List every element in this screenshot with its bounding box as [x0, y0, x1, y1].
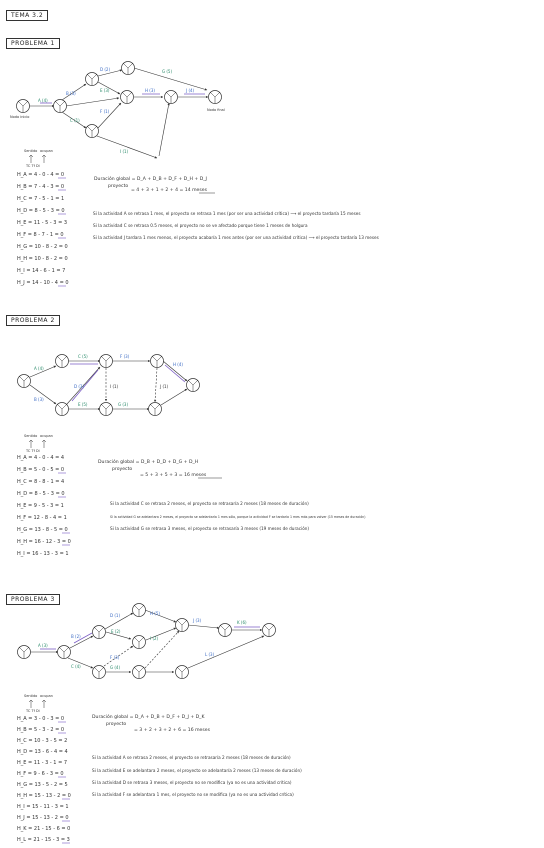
network-node	[100, 403, 113, 416]
activity-label: H (3)	[145, 88, 155, 93]
bullet-item: Si la actividad F se adelantara 1 mes, el proyecto no se modifica (ya no es una actividad crítica)	[92, 792, 294, 797]
network-node	[18, 375, 31, 388]
network-node	[58, 646, 71, 659]
activity-label: A (4)	[34, 366, 44, 371]
bullet-item: Si la actividad G se retrasa 3 meses, el proyecto se retrasaría 3 meses (19 meses de duración)	[110, 526, 310, 531]
holgura-row: H_C = 7 - 5 - 1 = 1	[17, 196, 65, 202]
activity-label: J (3)	[193, 618, 202, 623]
page-title: TEMA 3.2	[6, 10, 48, 21]
network-node	[133, 666, 146, 679]
network-node	[151, 355, 164, 368]
project-1-label: PROBLEMA 1	[6, 38, 60, 49]
activity-label: E (5)	[78, 402, 88, 407]
network-node	[54, 100, 67, 113]
activity-label: D (1)	[110, 613, 121, 618]
activity-label: G (5)	[162, 69, 173, 74]
svg-text:Duración global = D_B + D_D +: Duración global = D_B + D_D + D_G + D_H	[98, 460, 199, 465]
network-diagram-3	[18, 604, 276, 679]
holgura-row: H_H = 10 - 8 - 2 = 0	[17, 256, 68, 262]
activity-label: I (1)	[110, 384, 119, 389]
end-node-label: Nodo final	[207, 108, 225, 112]
network-diagram-1	[10, 62, 225, 159]
holgura-row: H_B = 5 - 3 - 2 = 0	[17, 727, 65, 733]
network-node	[187, 379, 200, 392]
holgura-header-2	[24, 434, 53, 453]
holgura-row: H_I = 14 - 6 - 1 = 7	[17, 268, 66, 274]
holgura-row: H_G = 13 - 5 - 2 = 5	[17, 782, 68, 788]
activity-label: F (3)	[120, 354, 130, 359]
holgura-row: H_A = 3 - 0 - 3 = 0	[17, 716, 65, 722]
network-1-edges	[29, 68, 208, 158]
holgura-row: H_K = 21 - 15 - 6 = 0	[17, 826, 71, 832]
activity-label: E (3)	[100, 88, 110, 93]
network-node	[121, 91, 134, 104]
holgura-row: H_E = 9 - 5 - 3 = 1	[17, 503, 64, 509]
svg-text:ocupan: ocupan	[40, 434, 53, 438]
network-node	[263, 624, 276, 637]
network-node	[93, 666, 106, 679]
activity-label: J (4)	[186, 88, 195, 93]
holgura-row: H_H = 15 - 13 - 2 = 0	[17, 793, 71, 799]
activity-label: E (2)	[111, 629, 121, 634]
holgura-row: H_H = 16 - 12 - 3 = 0	[17, 539, 71, 545]
network-diagram-2	[18, 354, 200, 416]
holgura-header-3	[24, 694, 53, 713]
bullet-item: Si la actividad A se retrasa 2 meses, el proyecto se retrasaría 2 meses (18 meses de duración)	[92, 755, 291, 760]
holgura-row: H_J = 15 - 13 - 2 = 0	[17, 815, 69, 821]
svg-text:TC Tf Di: TC Tf Di	[26, 709, 40, 713]
bullets-1	[93, 211, 379, 240]
svg-text:= 3 + 2 + 3 + 2 + 6 = 16 meses: = 3 + 2 + 3 + 2 + 6 = 16 meses	[134, 728, 210, 733]
activity-label: C (4)	[71, 664, 81, 669]
bullet-item: Si la actividad C se retrasa 2 meses, el proyecto se retrasaría 2 meses (18 meses de duración)	[110, 501, 309, 506]
bullets-3	[92, 755, 302, 797]
activity-label: C (1)	[70, 118, 80, 123]
holgura-row: H_G = 10 - 8 - 2 = 0	[17, 244, 68, 250]
network-node	[56, 403, 69, 416]
svg-text:proyecto: proyecto	[108, 184, 129, 189]
holgura-row: H_L = 21 - 15 - 3 = 3	[17, 837, 70, 843]
holgura-row: H_D = 13 - 6 - 4 = 4	[17, 749, 68, 755]
network-node	[219, 624, 232, 637]
network-node	[86, 73, 99, 86]
holgura-row: H_F = 8 - 7 - 1 = 0	[17, 232, 64, 238]
network-node	[165, 91, 178, 104]
activity-label: B (3)	[66, 91, 76, 96]
holgura-row: H_I = 15 - 11 - 3 = 1	[17, 804, 69, 810]
svg-text:Duración global = D_A + D_B +: Duración global = D_A + D_B + D_F + D_H + D_J	[94, 177, 207, 182]
activity-label: G (4)	[110, 665, 121, 670]
holgura-row: H_D = 8 - 5 - 3 = 0	[17, 491, 65, 497]
holgura-row: H_C = 10 - 3 - 5 = 2	[17, 738, 68, 744]
activity-label: A (3)	[38, 643, 48, 648]
svg-text:ocupan: ocupan	[40, 694, 53, 698]
network-node	[176, 666, 189, 679]
network-node	[86, 125, 99, 138]
network-node	[17, 100, 30, 113]
svg-text:= 5 + 3 + 5 + 3 = 16 meses: = 5 + 3 + 5 + 3 = 16 meses	[140, 473, 207, 478]
holguras-list-1	[17, 172, 69, 286]
svg-text:proyecto: proyecto	[112, 467, 133, 472]
activity-label: I (2)	[150, 636, 159, 641]
svg-text:Sentido: Sentido	[24, 694, 38, 698]
holgura-row: H_A = 4 - 0 - 4 = 4	[17, 455, 65, 461]
project-2-label: PROBLEMA 2	[6, 315, 60, 326]
holgura-row: H_F = 12 - 8 - 4 = 1	[17, 515, 67, 521]
network-3-nodes	[18, 604, 276, 679]
network-3-edges	[30, 610, 264, 672]
network-node	[176, 619, 189, 632]
network-node	[56, 355, 69, 368]
holgura-row: H_B = 7 - 4 - 3 = 0	[17, 184, 65, 190]
bullet-item: Si la actividad C se retrasa 0.5 meses, el proyecto no se ve afectado porque tiene 1 meses de holgura	[93, 223, 308, 228]
bullets-2	[110, 501, 365, 531]
activity-label: G (3)	[118, 402, 129, 407]
duration-block-2	[98, 458, 222, 478]
holgura-row: H_G = 13 - 8 - 5 = 0	[17, 527, 68, 533]
holgura-row: H_F = 9 - 6 - 3 = 0	[17, 771, 64, 777]
activity-label: B (3)	[34, 397, 44, 402]
network-node	[149, 403, 162, 416]
svg-text:ocupan: ocupan	[40, 149, 53, 153]
duration-block-1	[94, 175, 215, 193]
activity-label: A (4)	[38, 98, 48, 103]
activity-label: F (1)	[100, 109, 110, 114]
activity-label: C (5)	[78, 354, 88, 359]
svg-text:= 4 + 3 + 1 + 2 + 4 = 14 meses: = 4 + 3 + 1 + 2 + 4 = 14 meses	[131, 188, 207, 193]
bullet-item: Si la actividad G se adelantara 2 meses, el proyecto se adelantaría 1 mes sólo, porque la actividad F se tardaría 1 mes más para volver (15 meses de duración)	[110, 515, 366, 519]
activity-label: D (2)	[100, 67, 111, 72]
holgura-row: H_B = 5 - 0 - 5 = 0	[17, 467, 65, 473]
holgura-row: H_C = 8 - 8 - 1 = 4	[17, 479, 65, 485]
project-3-label: PROBLEMA 3	[6, 594, 60, 605]
svg-text:proyecto: proyecto	[106, 722, 127, 727]
activity-label: J (1)	[160, 384, 169, 389]
holguras-list-2	[17, 455, 71, 557]
bullet-item: Si la actividad A se retrasa 1 mes, el proyecto se retrasa 1 mes (por ser una actividad crítica) ⟶ el proyecto tardaría 15 meses	[93, 211, 361, 216]
activity-label: I (1)	[120, 149, 129, 154]
svg-text:TC Tf Di: TC Tf Di	[26, 164, 40, 168]
holgura-row: H_J = 14 - 10 - 4 = 0	[17, 280, 69, 286]
network-node	[133, 604, 146, 617]
holgura-row: H_D = 8 - 5 - 3 = 0	[17, 208, 65, 214]
network-node	[133, 636, 146, 649]
activity-label: H (5)	[150, 611, 160, 616]
network-node	[209, 91, 222, 104]
duration-block-3	[92, 713, 211, 733]
activity-label: H (4)	[173, 362, 183, 367]
network-node	[122, 62, 135, 75]
network-node	[18, 646, 31, 659]
holgura-row: H_A = 4 - 0 - 4 = 0	[17, 172, 65, 178]
svg-text:Sentido: Sentido	[24, 434, 38, 438]
svg-text:Sentido: Sentido	[24, 149, 38, 153]
bullet-item: Si la actividad E se adelantara 2 meses, el proyecto se adelantaría 2 meses (13 meses de duración)	[92, 768, 302, 773]
network-node	[93, 626, 106, 639]
holgura-row: H_E = 11 - 5 - 3 = 3	[17, 220, 68, 226]
holgura-header-1	[24, 149, 53, 168]
svg-text:TC Tf Di: TC Tf Di	[26, 449, 40, 453]
activity-label: B (2)	[71, 634, 81, 639]
activity-label: D (3)	[74, 384, 85, 389]
network-node	[100, 355, 113, 368]
holgura-row: H_E = 11 - 3 - 1 = 7	[17, 760, 68, 766]
bullet-item: Si la actividad J tardara 1 mes menos, el proyecto acabaría 1 mes antes (por ser una actividad crítica) ⟶ el proyecto tardaría 13 meses	[93, 235, 379, 240]
activity-label: L (3)	[205, 652, 215, 657]
bullet-item: Si la actividad D se retrasa 3 meses, el proyecto no se modifica (ya no es una actividad crítica)	[92, 780, 292, 785]
activity-label: K (6)	[237, 620, 247, 625]
svg-text:Duración global = D_A + D_B +: Duración global = D_A + D_B + D_F + D_J + D_K	[92, 715, 205, 720]
start-node-label: Nodo inicio	[10, 115, 30, 119]
activity-label: F (3)	[110, 655, 120, 660]
holguras-list-3	[17, 716, 71, 843]
holgura-row: H_I = 16 - 13 - 3 = 1	[17, 551, 69, 557]
